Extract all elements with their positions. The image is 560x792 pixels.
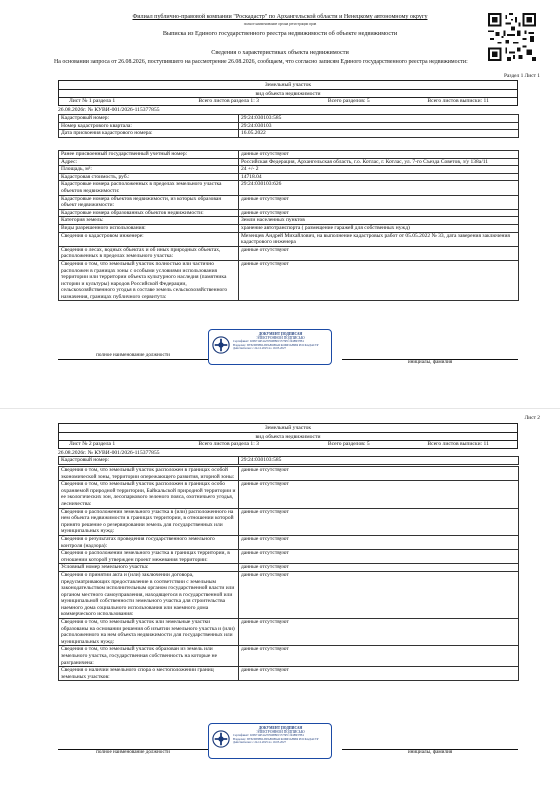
signature-position-caption: полное наименование должности [96, 749, 170, 755]
request-basis: На основании запроса от 26.08.2026, поступившего на рассмотрение 26.08.2026, сообщаем, что согласно записям Единого государственного реестра недвижимости: [54, 59, 468, 65]
table-row [59, 166, 519, 174]
field-label: Ранее присвоенный государственный учетный номер: [59, 151, 239, 159]
stamp-owner: Владелец: ПУБЛИЧНО-ПРАВОВАЯ КОМПАНИЯ РОСКАДАСТР [233, 736, 319, 741]
field-label: Сведения о том, что земельный участок полностью или частично расположен в границах зоны с особыми условиями использования территории или территории объекта культурного наследия (памятника истории и культуры) народов Российской Федерации, сельскохозяйственного угодья в составе земель сельскохозяйственного назначения, границах публичного сервитута: [59, 260, 239, 301]
sections-total: Всего разделов: 5 [327, 441, 370, 447]
table-row [59, 151, 519, 159]
table-row [59, 564, 519, 572]
land-plot-restrictions-table [58, 466, 519, 681]
registry-request-number: 26.08.2026г. № КУВИ-001/2026-115377855 [58, 107, 160, 113]
field-label: Кадастровые номера расположенных в пределах земельного участка объектов недвижимости: [59, 181, 239, 195]
signature-position-caption: полное наименование должности [96, 352, 170, 358]
field-label: Кадастровая стоимость, руб.: [59, 173, 239, 181]
signature-position-line [58, 359, 208, 367]
extract-title: Выписка из Единого государственного реестра недвижимости об объекте недвижимости [162, 30, 398, 37]
field-value: данные отсутствуют [239, 564, 519, 572]
field-label: Категория земель: [59, 217, 239, 225]
field-value: данные отсутствуют [239, 209, 519, 217]
field-label: Сведения о кадастровом инженере: [59, 232, 239, 246]
object-type-caption: вид объекта недвижимости [58, 89, 518, 98]
stamp-certificate: Сертификат: 0299714E4A7659988015573EC194B937B4 [233, 339, 304, 344]
field-value: данные отсутствуют [239, 646, 519, 667]
table-row [59, 535, 519, 549]
field-value: данные отсутствуют [239, 246, 519, 260]
sheet-counter-row [58, 98, 518, 106]
stamp-title: ДОКУМЕНТ ПОДПИСАН [258, 726, 303, 730]
field-value: 14718.04 [239, 173, 519, 181]
field-value: данные отсутствуют [239, 571, 519, 618]
table-row [59, 550, 519, 564]
field-label: Дата присвоения кадастрового номера: [59, 130, 239, 138]
field-label: Сведения о принятии акта и (или) заключении договора, предусматривающих предоставление в соответствии с земельным законодательством исполнительным органом государственной власти или органом местного самоуправления, находящегося в государственной или муниципальной собственности земельного участка для строительства наемного дома социального использования или наемного дома коммерческого использования: [59, 571, 239, 618]
field-value: данные отсутствуют [239, 619, 519, 646]
field-value: Земли населенных пунктов [239, 217, 519, 225]
roskadastr-logo-icon [212, 336, 230, 354]
sheets-total: Всего листов выписки: 11 [427, 441, 489, 447]
stamp-certificate: Сертификат: 0299714E4A7659988015573EC194B937B4 [233, 733, 304, 738]
object-type-title: Земельный участок [58, 423, 518, 432]
stamp-title: ДОКУМЕНТ ПОДПИСАН [258, 332, 303, 336]
sections-total: Всего разделов: 5 [327, 98, 370, 104]
table-row [59, 195, 519, 209]
cadastral-id-table [58, 456, 519, 465]
table-row [59, 130, 519, 138]
table-row [59, 646, 519, 667]
roskadastr-logo-icon [212, 730, 230, 748]
stamp-subtitle: ЭЛЕКТРОННОЙ ПОДПИСЬЮ [256, 730, 305, 735]
field-label: Номер кадастрового квартала: [59, 122, 239, 130]
table-row [59, 571, 519, 618]
table-row [59, 481, 519, 508]
field-label: Условный номер земельного участка: [59, 564, 239, 572]
sheets-in-section: Всего листов раздела 1: 3 [198, 441, 259, 447]
table-row [59, 224, 519, 232]
field-label: Сведения о результатах проведения государственного земельного контроля (надзора): [59, 535, 239, 549]
table-row [59, 260, 519, 301]
object-type-title: Земельный участок [58, 80, 518, 89]
table-row [59, 508, 519, 535]
agency-name: Филиал публично-правовой компании "Роскадастр" по Архангельской области и Ненецкому автономному округу [132, 14, 428, 20]
field-value: данные отсутствуют [239, 195, 519, 209]
field-value: данные отсутствуют [239, 481, 519, 508]
signature-name-caption: инициалы, фамилия [407, 749, 453, 755]
field-label: Кадастровый номер: [59, 115, 239, 123]
agency-note: полное наименование органа регистрации прав [243, 22, 317, 26]
field-value: хранение автотранспорта ( размещение гаражей для собственных нужд) [239, 224, 519, 232]
field-value: данные отсутствуют [239, 550, 519, 564]
table-row [59, 217, 519, 225]
table-row [59, 232, 519, 246]
field-value: 16.05.2022 [239, 130, 519, 138]
field-label: Сведения о расположении земельного участка в границах территории, в отношении которой утвержден проект межевания территории: [59, 550, 239, 564]
table-row [59, 457, 519, 465]
sheet-number: Лист № 1 раздела 1 [69, 98, 116, 104]
field-label: Виды разрешенного использования: [59, 224, 239, 232]
field-value: 29:24:030103:585 [239, 115, 519, 123]
field-value: данные отсутствуют [239, 508, 519, 535]
field-label: Сведения о лесах, водных объектах и об иных природных объектах, расположенных в пределах земельного участка: [59, 246, 239, 260]
field-label: Сведения о том, что земельный участок расположен в границах особо охраняемой природной территории, Байкальской природной территории и ее экологических зон, лесопаркового зеленого пояса, охотничьего угодья, лесничества: [59, 481, 239, 508]
stamp-validity: Действителен: с 24.12.2025 по 19.03.2027 [233, 346, 287, 351]
field-label: Сведения о наличии земельного спора о местоположении границ земельных участков: [59, 667, 239, 681]
info-title: Сведения о характеристиках объекта недвижимости [211, 49, 349, 56]
sheet-counter-row [58, 441, 518, 449]
field-value: 29:24:030103:626 [239, 181, 519, 195]
field-value: 29:24:030103:585 [239, 457, 519, 465]
table-row [59, 122, 519, 130]
table-row [59, 158, 519, 166]
field-value: данные отсутствуют [239, 260, 519, 301]
field-label: Адрес: [59, 158, 239, 166]
field-label: Сведения о расположении земельного участка в (или) расположенного на нем объекта недвижимости в границах территории, в отношении которой принято решение о резервировании земель для государственных или муниципальных нужд: [59, 508, 239, 535]
field-value: Мезенцев Андрей Михайлович, на выполнение кадастровых работ от 05.05.2022 № 33, дата заверения заключения кадастрового инженера [239, 232, 519, 246]
field-label: Сведения о том, что земельный участок образован из земель или земельного участка, государственная собственность на которые не разграничена: [59, 646, 239, 667]
field-value: данные отсутствуют [239, 667, 519, 681]
stamp-validity: Действителен: с 24.12.2025 по 19.03.2027 [233, 740, 287, 745]
sheets-in-section: Всего листов раздела 1: 3 [198, 98, 259, 104]
qr-code-icon [488, 13, 536, 61]
sheet-number: Лист № 2 раздела 1 [69, 441, 116, 447]
table-row [59, 115, 519, 123]
stamp-subtitle: ЭЛЕКТРОННОЙ ПОДПИСЬЮ [256, 336, 305, 341]
extract-page-2 [0, 408, 560, 792]
stamp-owner: Владелец: ПУБЛИЧНО-ПРАВОВАЯ КОМПАНИЯ РОСКАДАСТР [233, 342, 319, 347]
registry-request-number: 26.08.2026г. № КУВИ-001/2026-115377855 [58, 450, 160, 456]
table-row [59, 467, 519, 481]
table-row [59, 181, 519, 195]
field-label: Площадь, м²: [59, 166, 239, 174]
table-row [59, 173, 519, 181]
object-type-caption: вид объекта недвижимости [58, 432, 518, 441]
field-label: Кадастровый номер: [59, 457, 239, 465]
electronic-signature-stamp [208, 329, 332, 365]
field-label: Кадастровые номера образованных объектов недвижимости: [59, 209, 239, 217]
cadastral-id-table [58, 114, 519, 138]
field-value: Российская Федерация, Архангельская область, г.о. Котлас, г. Котлас, ул. 7-го Съезда Советов, з/у 138а/11 [239, 158, 519, 166]
field-label: Сведения о том, что земельный участок расположен в границах особой экономической зоны, территории опережающего развития, игорной зоны: [59, 467, 239, 481]
table-row [59, 246, 519, 260]
field-value: 24 +/- 2 [239, 166, 519, 174]
section-sheet-id: Раздел 1 Лист 1 [504, 73, 540, 79]
table-row [59, 667, 519, 681]
field-value: данные отсутствуют [239, 535, 519, 549]
field-value: 29:24:030103 [239, 122, 519, 130]
land-plot-characteristics-table [58, 150, 519, 301]
table-row [59, 619, 519, 646]
electronic-signature-stamp [208, 723, 332, 759]
table-row [59, 209, 519, 217]
sheets-total: Всего листов выписки: 11 [427, 98, 489, 104]
field-value: данные отсутствуют [239, 151, 519, 159]
field-label: Кадастровые номера объектов недвижимости, из которых образован объект недвижимости: [59, 195, 239, 209]
section-sheet-id: Лист 2 [524, 415, 540, 421]
field-label: Сведения о том, что земельный участок или земельные участки образованы на основании решения об изъятии земельного участка и (или) расположенного на нем объекта недвижимости для государственных или муниципальных нужд: [59, 619, 239, 646]
field-value: данные отсутствуют [239, 467, 519, 481]
signature-name-caption: инициалы, фамилия [407, 359, 453, 365]
